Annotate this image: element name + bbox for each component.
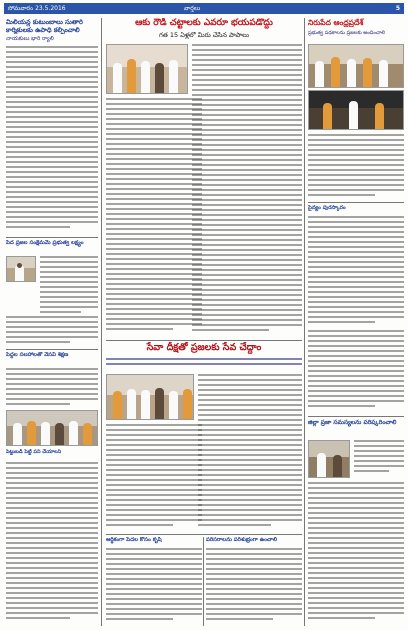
col2-divider-1 xyxy=(106,340,302,341)
col2-bottom-right-headline: పరిసరాలను పరిశుభ్రంగా ఉంచాలి xyxy=(206,537,278,543)
column-rule-1 xyxy=(101,18,102,626)
col3-mid-headline: సైన్యం పురస్కారం xyxy=(308,205,346,211)
col2-banner-headline: సేవా దీక్షతో ప్రజలకు సేవ చేద్దాం xyxy=(146,342,262,353)
column-rule-2 xyxy=(304,18,305,626)
col2-article-1-left xyxy=(106,98,202,338)
col3-lower-headline: జిల్లా ప్రజా సమస్యలను పరిష్కరించాలి xyxy=(308,419,397,426)
col2-inner-rule xyxy=(203,537,204,626)
col1-headline-4: పెట్టుబడి పెట్టి పని చేయాలని xyxy=(6,449,62,455)
col2-top-headline: ఆకు రౌడీ చట్టాలకు ఎవరూ భయపడొద్దు xyxy=(135,18,273,28)
col3-top-headline: నిరుపేద ఆంధ్రప్రదేశ్ xyxy=(308,18,364,27)
col1-photo-1 xyxy=(6,256,36,282)
col2-photo-2 xyxy=(106,374,194,420)
col1-article-3 xyxy=(6,368,98,408)
col1-divider-2 xyxy=(6,349,98,350)
col2-article-1-right xyxy=(192,44,302,338)
masthead-title: వార్తలు xyxy=(184,5,201,12)
col1-article-2b xyxy=(6,316,98,348)
masthead xyxy=(4,3,404,14)
col2-photo-1 xyxy=(106,44,188,94)
col2-article-2-left xyxy=(106,424,202,532)
col1-article-4 xyxy=(6,462,98,626)
masthead-date: సోమవారం 23.5.2016 xyxy=(8,5,66,12)
col3-article-3b xyxy=(308,482,404,626)
col2-top-sub: గత 15 ఏళ్లలో మీరు చేసిన పాపాలు xyxy=(158,32,250,39)
col1-subhead-1: నాయకులు భారీ ర్యాలీ xyxy=(6,36,54,42)
col2-divider-2 xyxy=(106,534,302,535)
page-number: 5 xyxy=(395,5,400,12)
col3-article-2 xyxy=(308,216,404,328)
col1-article-1 xyxy=(6,46,98,236)
col3-divider-1 xyxy=(308,202,404,203)
col2-banner-deck xyxy=(106,358,302,372)
col3-sub: ప్రభుత్వ పథకాలను ప్రజలకు అందించాలి xyxy=(308,30,386,36)
col1-headline-1: మిలియన్ల కుటుంబాలు సుతారి కార్మికులకు ఉపాధి కల్పించాలి xyxy=(6,18,83,34)
col1-headline-2: పేద ప్రజల సంక్షేమమే ప్రభుత్వ లక్ష్యం xyxy=(6,240,84,246)
col3-photo-3 xyxy=(308,440,350,478)
col2-article-3-left xyxy=(106,548,202,626)
col3-article-2b xyxy=(308,330,404,414)
col3-article-3a xyxy=(354,440,404,478)
col1-headline-3: పెద్దల సలహాలతో వేసవి శిక్షణ xyxy=(6,352,69,358)
col3-photo-2 xyxy=(308,90,404,130)
col3-article-1 xyxy=(308,134,404,200)
col1-photo-2 xyxy=(6,410,98,446)
col3-photo-1 xyxy=(308,44,404,88)
col2-article-2-right xyxy=(198,374,302,532)
col1-divider-1 xyxy=(6,237,98,238)
col2-article-3-right xyxy=(206,548,302,626)
col2-bottom-left-headline: ఆర్థికంగా పేదల కోసం కృషి xyxy=(106,537,162,543)
col1-article-2 xyxy=(40,256,98,316)
col3-divider-2 xyxy=(308,416,404,417)
